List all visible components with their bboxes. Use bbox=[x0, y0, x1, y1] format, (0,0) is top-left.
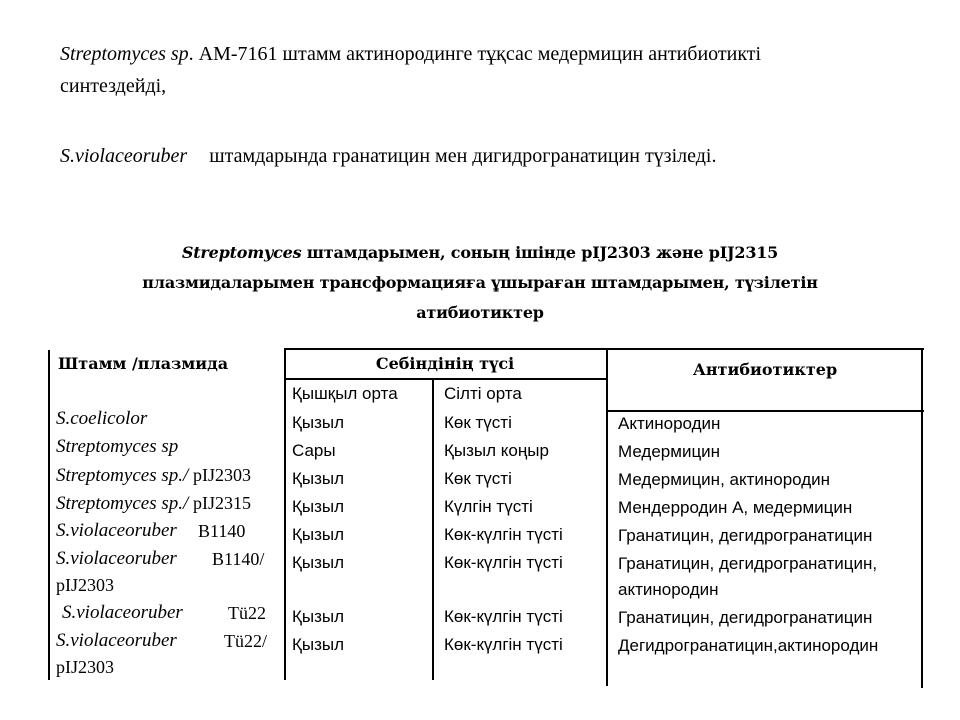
strain-plasmid: pIJ2315 bbox=[193, 493, 252, 513]
caption-line-3: атибиотиктер bbox=[416, 303, 544, 322]
row-8-alkaline: Көк-күлгін түсті bbox=[444, 635, 563, 654]
strain-species: S.violaceoruber bbox=[62, 602, 183, 623]
table-left-border bbox=[48, 350, 50, 680]
row-8-strain-plasmid bbox=[56, 654, 114, 681]
paragraph-medermycin bbox=[60, 38, 860, 102]
header-culture-color: Себіндінің түсі bbox=[375, 354, 515, 373]
strain-species: S.coelicolor bbox=[56, 408, 148, 429]
row-7-strain bbox=[62, 600, 183, 626]
strain-plasmid: pIJ2303 bbox=[193, 465, 252, 485]
header-alkaline-medium: Сілті орта bbox=[444, 384, 522, 403]
strain-species: Streptomyces sp./ bbox=[56, 465, 189, 486]
caption-line-2: плазмидаларымен трансформацияға ұшыраған штамдарымен, түзілетін bbox=[142, 273, 818, 292]
row-7-alkaline: Көк-күлгін түсті bbox=[444, 607, 563, 626]
row-7-strain-code bbox=[228, 600, 266, 627]
strain-plasmid: pIJ2303 bbox=[56, 575, 114, 595]
strain-species: S.violaceoruber bbox=[56, 520, 177, 541]
row-3-acid: Қызыл bbox=[292, 469, 345, 488]
row-8-acid: Қызыл bbox=[292, 635, 345, 654]
row-3-antibiotics: Медермицин, актинородин bbox=[618, 470, 831, 489]
strain-column-divider bbox=[284, 348, 286, 680]
row-5-acid: Қызыл bbox=[292, 525, 345, 544]
paragraph-text: . АМ-7161 штамм актинородинге тұқсас медермицин антибиотикті синтездейді, bbox=[60, 43, 762, 97]
header-antibiotics: Антибиотиктер bbox=[692, 360, 838, 379]
row-8-antibiotics: Дегидрогранатицин,актинородин bbox=[618, 636, 879, 655]
row-6-antibiotics-cont: актинородин bbox=[618, 580, 719, 599]
caption-line-1 bbox=[110, 238, 850, 268]
paragraph-species: S.violaceoruber bbox=[60, 145, 188, 167]
row-1-acid: Қызыл bbox=[292, 413, 345, 432]
acid-column-divider bbox=[432, 378, 434, 680]
caption-genus: Streptomyces bbox=[181, 243, 302, 262]
row-7-acid: Қызыл bbox=[292, 607, 345, 626]
row-4-strain bbox=[56, 490, 251, 517]
strain-code: Tü22 bbox=[228, 603, 266, 623]
row-4-alkaline: Күлгін түсті bbox=[444, 497, 533, 516]
alkaline-column-divider bbox=[606, 348, 608, 686]
row-2-acid: Сары bbox=[292, 441, 336, 460]
strain-code: B1140 bbox=[198, 521, 246, 541]
table-right-border bbox=[921, 348, 923, 688]
caption-line-1-text: штамдарымен, соның ішінде pIJ2303 және pIJ2315 bbox=[301, 243, 779, 262]
row-8-strain bbox=[56, 628, 177, 654]
row-1-strain bbox=[56, 406, 147, 432]
row-2-alkaline: Қызыл коңыр bbox=[444, 441, 549, 460]
paragraph-granaticin bbox=[60, 140, 860, 172]
header-strain: Штамм /плазмида bbox=[58, 354, 229, 373]
row-3-alkaline: Көк түсті bbox=[444, 469, 512, 488]
row-2-antibiotics: Медермицин bbox=[618, 442, 721, 461]
row-1-antibiotics: Актинородин bbox=[618, 414, 721, 433]
row-6-alkaline: Көк-күлгін түсті bbox=[444, 553, 563, 572]
strain-code: B1140/ bbox=[212, 549, 265, 569]
row-8-strain-code bbox=[224, 628, 267, 655]
row-5-alkaline: Көк-күлгін түсті bbox=[444, 525, 563, 544]
row-5-strain bbox=[56, 518, 177, 544]
row-6-strain bbox=[56, 546, 177, 572]
strain-species: Streptomyces sp./ bbox=[56, 493, 189, 514]
paragraph-text: штамдарында гранатицин мен дигидрогранатицин түзіледі. bbox=[209, 145, 717, 167]
table-top-border bbox=[284, 348, 924, 350]
row-6-acid: Қызыл bbox=[292, 553, 345, 572]
row-3-strain bbox=[56, 462, 251, 489]
paragraph-species: Streptomyces sp bbox=[60, 43, 189, 65]
strain-species: S.violaceoruber bbox=[56, 548, 177, 569]
row-1-alkaline: Көк түсті bbox=[444, 413, 512, 432]
row-2-strain bbox=[56, 434, 178, 460]
strain-plasmid: pIJ2303 bbox=[56, 657, 114, 677]
row-6-strain-code bbox=[212, 546, 264, 573]
row-7-antibiotics: Гранатицин, дегидрогранатицин bbox=[618, 608, 873, 627]
row-5-strain-code bbox=[198, 518, 245, 545]
header-acid-medium: Қышқыл орта bbox=[292, 384, 398, 403]
row-6-antibiotics: Гранатицин, дегидрогранатицин, bbox=[618, 554, 878, 573]
color-header-divider bbox=[284, 378, 606, 380]
strain-code: Tü22/ bbox=[224, 631, 267, 651]
row-5-antibiotics: Гранатицин, дегидрогранатицин bbox=[618, 526, 873, 545]
row-4-antibiotics: Мендерродин А, медермицин bbox=[618, 498, 853, 517]
table-caption bbox=[110, 238, 850, 328]
row-6-strain-plasmid bbox=[56, 572, 114, 599]
antibiotics-table bbox=[48, 348, 924, 688]
row-4-acid: Қызыл bbox=[292, 497, 345, 516]
strain-species: S.violaceoruber bbox=[56, 630, 177, 651]
strain-species: Streptomyces sp bbox=[56, 436, 179, 457]
